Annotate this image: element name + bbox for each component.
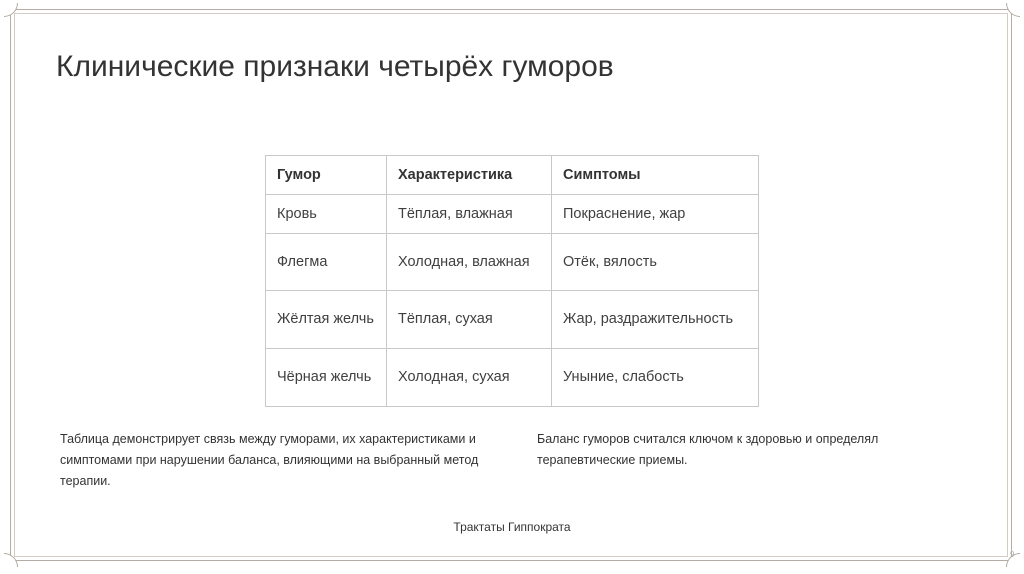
cell-characteristic: Холодная, сухая: [387, 349, 552, 407]
note-left: Таблица демонстрирует связь между гуморами, их характеристиками и симптомами при нарушении баланса, влияющими на выбранный метод терапии.: [60, 432, 479, 488]
cell-symptoms: Жар, раздражительность: [552, 291, 759, 349]
cell-symptoms: Отёк, вялость: [552, 234, 759, 291]
cell-characteristic: Тёплая, влажная: [387, 195, 552, 234]
cell-humor: Кровь: [266, 195, 387, 234]
table-row: [266, 234, 759, 291]
cell-characteristic: Тёплая, сухая: [387, 291, 552, 349]
table-row: [266, 291, 759, 349]
table-row: [266, 195, 759, 234]
slide-footer: Трактаты Гиппократа: [453, 520, 571, 534]
table-header-row: [266, 156, 759, 195]
humors-table: [265, 155, 759, 407]
header-symptoms: Симптомы: [552, 156, 759, 195]
slide-title: Клинические признаки четырёх гуморов: [56, 50, 614, 83]
cell-humor: Жёлтая желчь: [266, 291, 387, 349]
cell-humor: Чёрная желчь: [266, 349, 387, 407]
header-characteristic: Характеристика: [387, 156, 552, 195]
cell-symptoms: Покраснение, жар: [552, 195, 759, 234]
cell-humor: Флегма: [266, 234, 387, 291]
cell-characteristic: Холодная, влажная: [387, 234, 552, 291]
table-row: [266, 349, 759, 407]
note-right: Баланс гуморов считался ключом к здоровью и определял терапевтические приемы.: [537, 432, 879, 467]
cell-symptoms: Уныние, слабость: [552, 349, 759, 407]
header-humor: Гумор: [266, 156, 387, 195]
page-number: 9: [1010, 550, 1015, 559]
